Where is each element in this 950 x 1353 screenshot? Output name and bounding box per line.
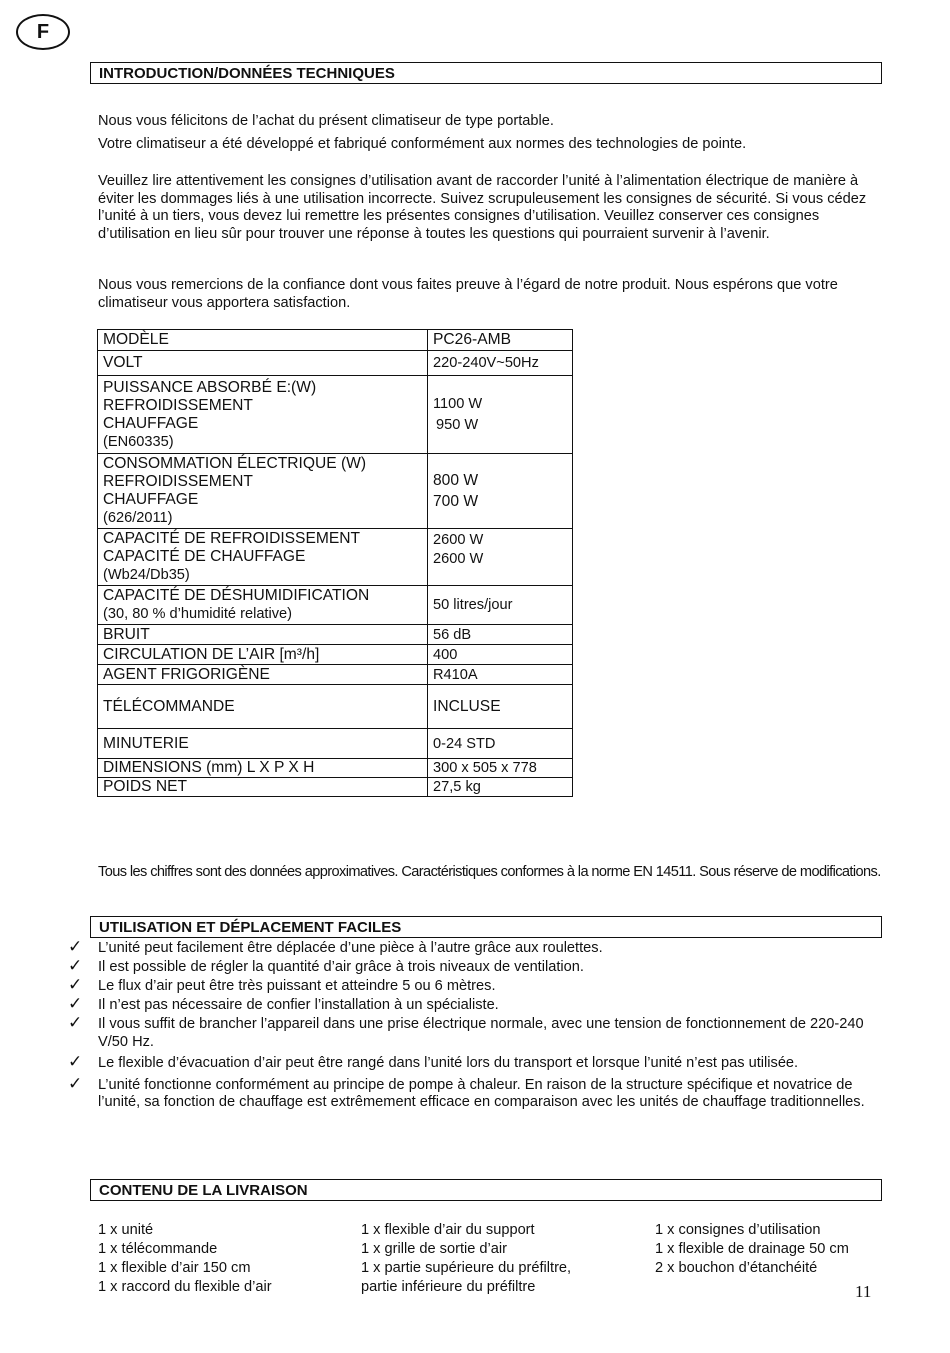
list-item-text: L’unité peut facilement être déplacée d’une pièce à l’autre grâce aux roulettes. <box>98 940 603 956</box>
spec-label-line: CHAUFFAGE <box>103 491 199 508</box>
checkmark-icon: ✓ <box>68 956 83 975</box>
spec-label-line: REFROIDISSEMENT <box>103 396 253 414</box>
spec-label: POIDS NET <box>98 778 428 797</box>
spec-label: MINUTERIE <box>98 729 428 759</box>
delivery-item: 1 x flexible d’air du support <box>361 1222 535 1238</box>
spec-row-power <box>98 376 573 454</box>
spec-value: 400 <box>428 645 573 665</box>
spec-value <box>428 529 573 586</box>
spec-value-line: 700 W <box>433 493 479 510</box>
spec-label <box>98 529 428 586</box>
spec-row-weight <box>98 778 573 797</box>
spec-value: 220-240V~50Hz <box>428 351 573 376</box>
spec-row-volt <box>98 351 573 376</box>
delivery-item: 1 x grille de sortie d’air <box>361 1241 508 1257</box>
spec-label: AGENT FRIGORIGÈNE <box>98 665 428 685</box>
spec-label: TÉLÉCOMMANDE <box>98 685 428 729</box>
page-number: 11 <box>855 1282 872 1301</box>
list-item-text: Il est possible de régler la quantité d’air grâce à trois niveaux de ventilation. <box>98 959 584 975</box>
spec-label <box>98 454 428 529</box>
spec-label-line: (EN60335) <box>103 433 174 450</box>
spec-value: PC26-AMB <box>428 330 573 351</box>
list-item-text: Il n’est pas nécessaire de confier l’installation à un spécialiste. <box>98 997 499 1013</box>
spec-label-line: (Wb24/Db35) <box>103 567 190 583</box>
spec-label-line: CAPACITÉ DE DÉSHUMIDIFICATION <box>103 587 370 604</box>
list-item <box>68 1073 878 1112</box>
intro-paragraph-1: Nous vous félicitons de l’achat du présent climatiseur de type portable. <box>98 113 554 129</box>
list-item <box>68 956 878 977</box>
spec-label: VOLT <box>98 351 428 376</box>
delivery-item: 1 x consignes d’utilisation <box>655 1222 821 1238</box>
spec-value: 0-24 STD <box>428 729 573 759</box>
approximate-figures-note: Tous les chiffres sont des données approximatives. Caractéristiques conformes à la norme EN 14511. Sous réserve de modifications. <box>98 864 881 880</box>
spec-row-air-circulation <box>98 645 573 665</box>
spec-value-line: 800 W <box>433 472 479 489</box>
delivery-item: 1 x partie supérieure du préfiltre, <box>361 1260 572 1276</box>
spec-label-line: PUISSANCE ABSORBÉ E:(W) <box>103 378 317 396</box>
spec-value: 56 dB <box>428 625 573 645</box>
delivery-item: 2 x bouchon d’étanchéité <box>655 1260 818 1276</box>
delivery-item: 1 x flexible d’air 150 cm <box>98 1260 251 1276</box>
delivery-item: 1 x télécommande <box>98 1241 218 1257</box>
intro-paragraph-4: Nous vous remercions de la confiance dont vous faites preuve à l’égard de notre produit. Nous espérons que votre climatiseur vous apportera satisfaction. <box>98 277 838 311</box>
spec-value: INCLUSE <box>428 685 573 729</box>
list-item <box>68 1052 878 1073</box>
spec-row-remote <box>98 685 573 729</box>
list-item <box>68 937 878 958</box>
list-item <box>68 994 878 1015</box>
spec-value-line: 1100 W <box>433 395 483 412</box>
list-item-text: Le flux d’air peut être très puissant et atteindre 5 ou 6 mètres. <box>98 978 496 994</box>
spec-value-line: 2600 W <box>433 551 484 567</box>
list-item-text: Le flexible d’évacuation d’air peut être rangé dans l’unité lors du transport et lorsque l’unité n’est pas utilisée. <box>98 1055 799 1071</box>
section-title-introduction: INTRODUCTION/DONNÉES TECHNIQUES <box>90 62 882 84</box>
checkmark-icon: ✓ <box>68 1013 83 1032</box>
spec-label: BRUIT <box>98 625 428 645</box>
checkmark-icon: ✓ <box>68 1073 83 1093</box>
spec-value: 27,5 kg <box>428 778 573 797</box>
spec-value-line: 2600 W <box>433 532 484 548</box>
spec-label: DIMENSIONS (mm) L X P X H <box>98 759 428 778</box>
intro-paragraph-2: Votre climatiseur a été développé et fabriqué conformément aux normes des technologies de pointe. <box>98 136 747 152</box>
spec-value: R410A <box>428 665 573 685</box>
spec-label: CIRCULATION DE L’AIR [m³/h] <box>98 645 428 665</box>
spec-label-line: CHAUFFAGE <box>103 414 199 432</box>
delivery-item: partie inférieure du préfiltre <box>361 1279 536 1295</box>
spec-label-line: REFROIDISSEMENT <box>103 473 253 490</box>
spec-label-line: CAPACITÉ DE CHAUFFAGE <box>103 548 306 565</box>
delivery-column-1 <box>98 1221 272 1297</box>
spec-row-model <box>98 330 573 351</box>
spec-label: MODÈLE <box>98 330 428 351</box>
spec-label-line: CAPACITÉ DE REFROIDISSEMENT <box>103 530 361 547</box>
section-title-usage: UTILISATION ET DÉPLACEMENT FACILES <box>90 916 882 938</box>
feature-list <box>68 937 878 1113</box>
spec-row-dimensions <box>98 759 573 778</box>
checkmark-icon: ✓ <box>68 937 83 956</box>
spec-value: 300 x 505 x 778 <box>428 759 573 778</box>
checkmark-icon: ✓ <box>68 994 83 1013</box>
delivery-item: 1 x raccord du flexible d’air <box>98 1279 272 1295</box>
spec-label-line: CONSOMMATION ÉLECTRIQUE (W) <box>103 455 367 472</box>
spec-label <box>98 586 428 625</box>
spec-label-line: (626/2011) <box>103 510 173 526</box>
spec-row-timer <box>98 729 573 759</box>
language-badge: F <box>16 14 70 50</box>
delivery-column-2 <box>361 1221 571 1297</box>
delivery-item: 1 x unité <box>98 1222 154 1238</box>
list-item <box>68 1013 878 1051</box>
list-item <box>68 975 878 996</box>
intro-paragraph-3: Veuillez lire attentivement les consignes d’utilisation avant de raccorder l’unité à l’alimentation électrique de manière à éviter les dommages liés à une utilisation incorrecte. Suivez scrupuleusement les consignes de sécurité. Si vous cédez l’unité à un tiers, vous devez lui remettre les présentes consignes d’utilisation. Veuillez conserver ces consignes d’utilisation en lieu sûr pour trouver une réponse à toutes les questions qui pourraient survenir à l’avenir. <box>98 173 867 242</box>
section-title-delivery: CONTENU DE LA LIVRAISON <box>90 1179 882 1201</box>
spec-row-noise <box>98 625 573 645</box>
checkmark-icon: ✓ <box>68 975 83 994</box>
delivery-item: 1 x flexible de drainage 50 cm <box>655 1241 849 1257</box>
list-item-text: Il vous suffit de brancher l’appareil dans une prise électrique normale, avec une tension de fonctionnement de 220-240 V/50 Hz. <box>98 1016 864 1050</box>
specs-table <box>97 329 573 797</box>
spec-row-capacity <box>98 529 573 586</box>
spec-row-refrigerant <box>98 665 573 685</box>
spec-value <box>428 454 573 529</box>
spec-row-consumption <box>98 454 573 529</box>
spec-label <box>98 376 428 454</box>
delivery-column-3 <box>655 1221 849 1278</box>
list-item-text: L’unité fonctionne conformément au principe de pompe à chaleur. En raison de la structure spécifique et novatrice de l’unité, sa fonction de chauffage est extrêmement efficace en comparaison avec les unités de chauffage traditionnelles. <box>98 1076 865 1110</box>
spec-label-line: (30, 80 % d’humidité relative) <box>103 606 292 622</box>
spec-row-dehumidification <box>98 586 573 625</box>
spec-value <box>428 376 573 454</box>
spec-value-line: 950 W <box>436 416 479 433</box>
spec-value: 50 litres/jour <box>428 586 573 625</box>
checkmark-icon: ✓ <box>68 1052 83 1071</box>
